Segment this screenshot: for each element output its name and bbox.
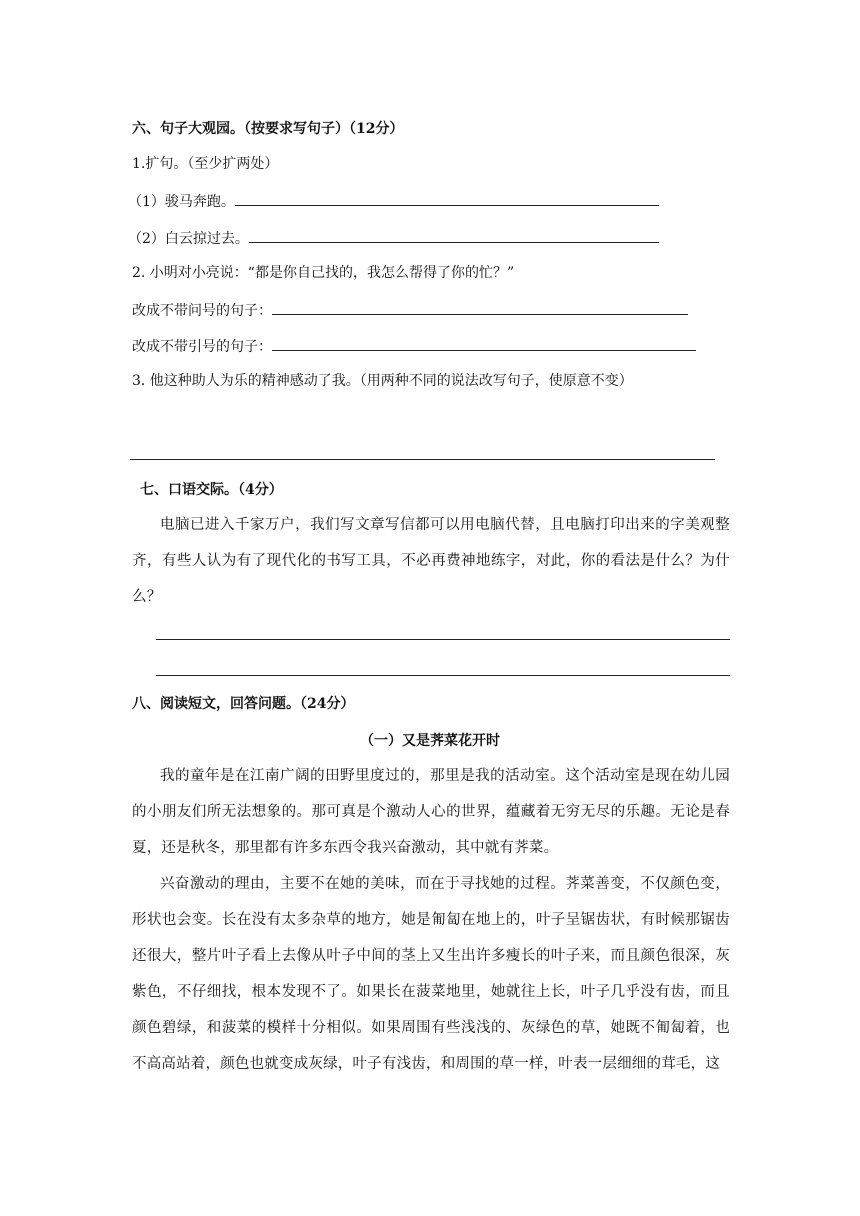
q1-title: 1.扩句。（至少扩两处） bbox=[132, 156, 279, 172]
q2-prompt2-answer-line[interactable] bbox=[272, 336, 696, 351]
section7-text: 电脑已进入千家万户，我们写文章写信都可以用电脑代替，且电脑打印出来的字美观整齐，有些人认为有了现代化的书写工具，不必再费神地练字，对此，你的看法是什么？为什么？ bbox=[132, 517, 730, 605]
q2-prompt1-label: 改成不带问号的句子： bbox=[132, 303, 272, 319]
q1-item1 bbox=[128, 191, 659, 212]
section7-answer-line-2[interactable] bbox=[156, 675, 730, 676]
q2-title: 2. 小明对小亮说：“都是你自己找的，我怎么帮得了你的忙？” bbox=[132, 265, 515, 281]
passage-title: （一）又是荠菜花开时 bbox=[360, 733, 500, 749]
section7-heading: 七、口语交际。（4分） bbox=[140, 482, 283, 498]
q1-item2 bbox=[128, 228, 659, 249]
section7-answer-line-1[interactable] bbox=[156, 639, 730, 640]
q3-answer-line[interactable] bbox=[130, 459, 715, 460]
q2-prompt2 bbox=[132, 336, 696, 357]
passage-paragraph-2: 兴奋激动的理由，主要不在她的美味，而在于寻找她的过程。荠菜善变，不仅颜色变，形状也会变。长在没有太多杂草的地方，她是匍匐在地上的，叶子呈锯齿状，有时候那锯齿还很大，整片叶子看上去像从叶子中间的茎上又生出许多瘦长的叶子来，而且颜色很深，灰紫色，不仔细找，根本发现不了。如果长在菠菜地里，她就往上长，叶子几乎没有齿，而且颜色碧绿，和菠菜的模样十分相似。如果周围有些浅浅的、灰绿色的草，她既不匍匐着，也不高高站着，颜色也就变成灰绿，叶子有浅齿，和周围的草一样，叶表一层细细的茸毛，这 bbox=[132, 876, 730, 1072]
q1-item2-answer-line[interactable] bbox=[249, 228, 659, 243]
section8-heading: 八、阅读短文，回答问题。（24分） bbox=[132, 696, 355, 712]
q1-item1-label: （1）骏马奔跑。 bbox=[128, 194, 235, 210]
q2-prompt2-label: 改成不带引号的句子： bbox=[132, 339, 272, 355]
q2-prompt1-answer-line[interactable] bbox=[272, 300, 688, 315]
q2-prompt1 bbox=[132, 300, 688, 321]
passage-paragraph-1: 我的童年是在江南广阔的田野里度过的，那里是我的活动室。这个活动室是现在幼儿园的小朋友们所无法想象的。那可真是个激动人心的世界，蕴藏着无穷无尽的乐趣。无论是春夏，还是秋冬，那里都有许多东西令我兴奋激动，其中就有荠菜。 bbox=[132, 768, 730, 856]
q1-item1-answer-line[interactable] bbox=[235, 191, 659, 206]
q3-title: 3. 他这种助人为乐的精神感动了我。（用两种不同的说法改写句子，使原意不变） bbox=[132, 373, 633, 389]
q1-item2-label: （2）白云掠过去。 bbox=[128, 231, 249, 247]
section6-heading: 六、句子大观园。（按要求写句子）（12分） bbox=[132, 121, 404, 137]
